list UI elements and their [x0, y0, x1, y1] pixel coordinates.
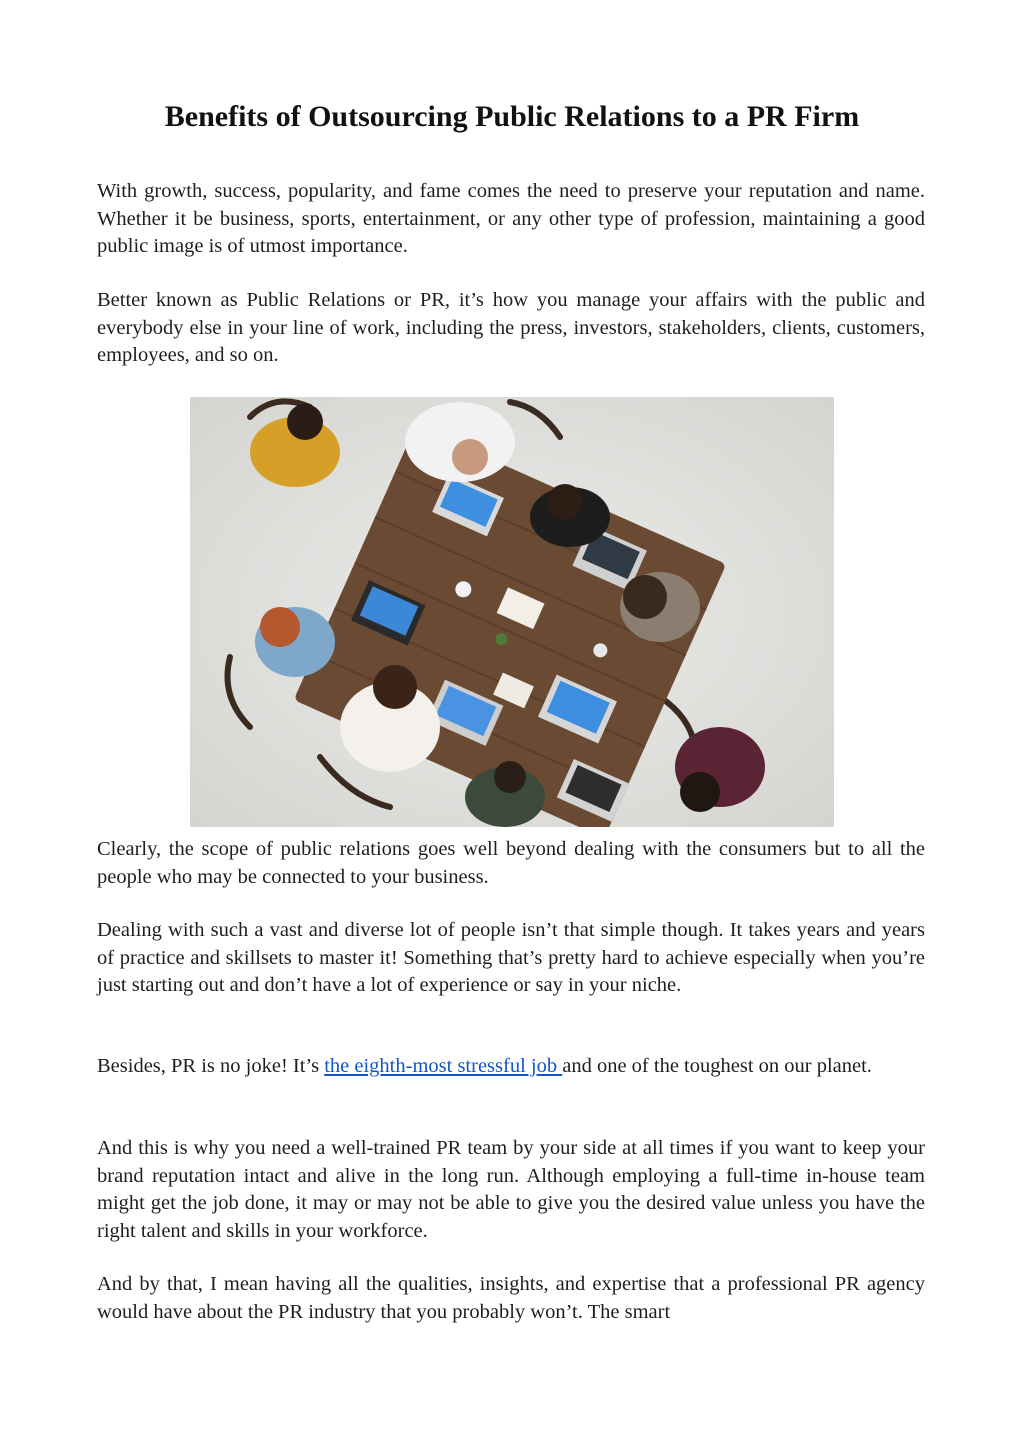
stress-text-before: Besides, PR is no joke! It’s	[97, 1055, 325, 1077]
paragraph-dealing: Dealing with such a vast and diverse lot of people isn’t that simple though. It takes years and years of practice and skillsets to master it! Something that’s pretty hard to achieve especially when you’re just starting out and don’t have a lot of experience or say in your niche.	[97, 919, 925, 997]
paragraph-pr-definition: Better known as Public Relations or PR, it’s how you manage your affairs with the public and everybody else in your line of work, including the press, investors, stakeholders, clients, customers, employees, and so on.	[97, 289, 925, 367]
paragraph-team: And this is why you need a well-trained PR team by your side at all times if you want to keep your brand reputation intact and alive in the long run. Although employing a full-time in-house team might get the job done, it may or may not be able to give you the desired value unless you have the right talent and skills in your workforce.	[97, 1137, 925, 1242]
stressful-job-link[interactable]: the eighth-most stressful job	[324, 1055, 563, 1077]
paragraph-agency: And by that, I mean having all the qualities, insights, and expertise that a professional PR agency would have about the PR industry that you probably won’t. The smart	[97, 1273, 925, 1323]
paragraph-scope: Clearly, the scope of public relations goes well beyond dealing with the consumers but to all the people who may be connected to your business.	[97, 838, 925, 888]
paragraph-stress	[97, 1053, 925, 1081]
team-meeting-photo	[190, 397, 834, 827]
paragraph-intro: With growth, success, popularity, and fame comes the need to preserve your reputation and name. Whether it be business, sports, entertainment, or any other type of profession, maintaining a good public image is of utmost importance.	[97, 180, 925, 258]
page-title: Benefits of Outsourcing Public Relations to a PR Firm	[164, 100, 860, 133]
stress-text-after: and one of the toughest on our planet.	[562, 1055, 872, 1077]
